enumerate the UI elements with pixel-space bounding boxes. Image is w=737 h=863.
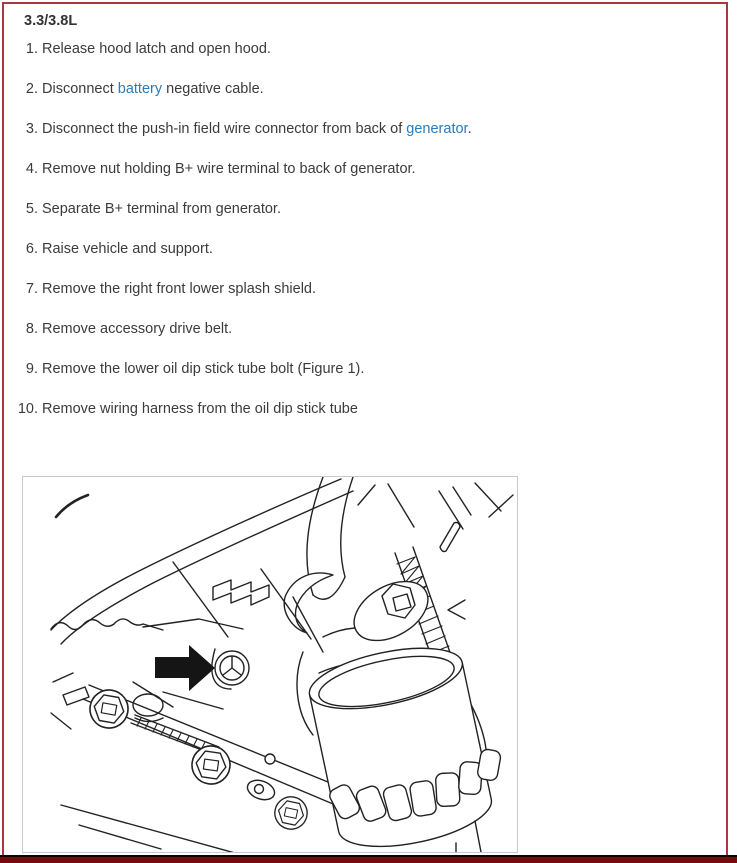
step-text — [42, 279, 725, 299]
step-text-segment: Release hood latch and open hood. — [42, 41, 271, 57]
step-text — [42, 79, 725, 99]
step-number: 10. — [17, 401, 38, 417]
list-item — [16, 239, 725, 259]
step-text-segment: Disconnect — [42, 81, 118, 97]
step-text-segment: Remove the right front lower splash shield. — [42, 281, 317, 297]
list-item — [16, 359, 725, 379]
step-text-segment: Remove accessory drive belt. — [42, 321, 233, 337]
step-text-segment: Disconnect the push-in field wire connector from back of — [42, 121, 407, 137]
hex-bolt-icon — [87, 687, 131, 731]
list-item — [16, 79, 725, 99]
step-number: 5. — [25, 201, 38, 217]
step-text-segment: Remove wiring harness from the oil dip stick tube — [42, 401, 358, 417]
list-item — [16, 399, 725, 419]
bottom-red-bar — [0, 855, 737, 863]
step-text — [42, 399, 725, 419]
step-number: 7. — [25, 281, 38, 297]
list-item — [16, 159, 725, 179]
step-text-segment: Remove nut holding B+ wire terminal to back of generator. — [42, 161, 416, 177]
step-number: 3. — [25, 121, 38, 137]
step-text-segment: Raise vehicle and support. — [42, 241, 213, 257]
list-item — [16, 279, 725, 299]
inline-link[interactable]: battery — [117, 81, 163, 97]
oil-filter — [301, 633, 516, 852]
step-number: 8. — [25, 321, 38, 337]
tick-stroke — [56, 495, 88, 517]
step-text — [42, 159, 725, 179]
step-number: 4. — [25, 161, 38, 177]
step-text-segment: negative cable. — [162, 81, 264, 97]
page-title: 3.3/3.8L — [24, 13, 78, 29]
step-text — [42, 199, 725, 219]
step-number: 9. — [25, 361, 38, 377]
figure-1-line-art — [23, 477, 517, 852]
step-text-segment: Separate B+ terminal from generator. — [42, 201, 281, 217]
steps-list — [16, 39, 725, 419]
pointer-arrow-icon — [155, 645, 215, 691]
step-text — [42, 239, 725, 259]
step-text-segment: . — [467, 121, 472, 137]
list-item — [16, 119, 725, 139]
hex-bolt-icon — [190, 744, 233, 787]
inline-link[interactable]: generator — [406, 121, 468, 137]
hex-bolt-icon — [272, 794, 310, 832]
list-item — [16, 199, 725, 219]
step-number: 1. — [25, 41, 38, 57]
list-item — [16, 39, 725, 59]
step-text-segment: Remove the lower oil dip stick tube bolt (Figure 1). — [42, 361, 365, 377]
figure-1-panel — [22, 476, 518, 853]
step-text — [42, 319, 725, 339]
step-text — [42, 119, 725, 139]
step-number: 2. — [25, 81, 38, 97]
list-item — [16, 319, 725, 339]
step-number: 6. — [25, 241, 38, 257]
step-text — [42, 359, 725, 379]
step-text — [42, 39, 725, 59]
